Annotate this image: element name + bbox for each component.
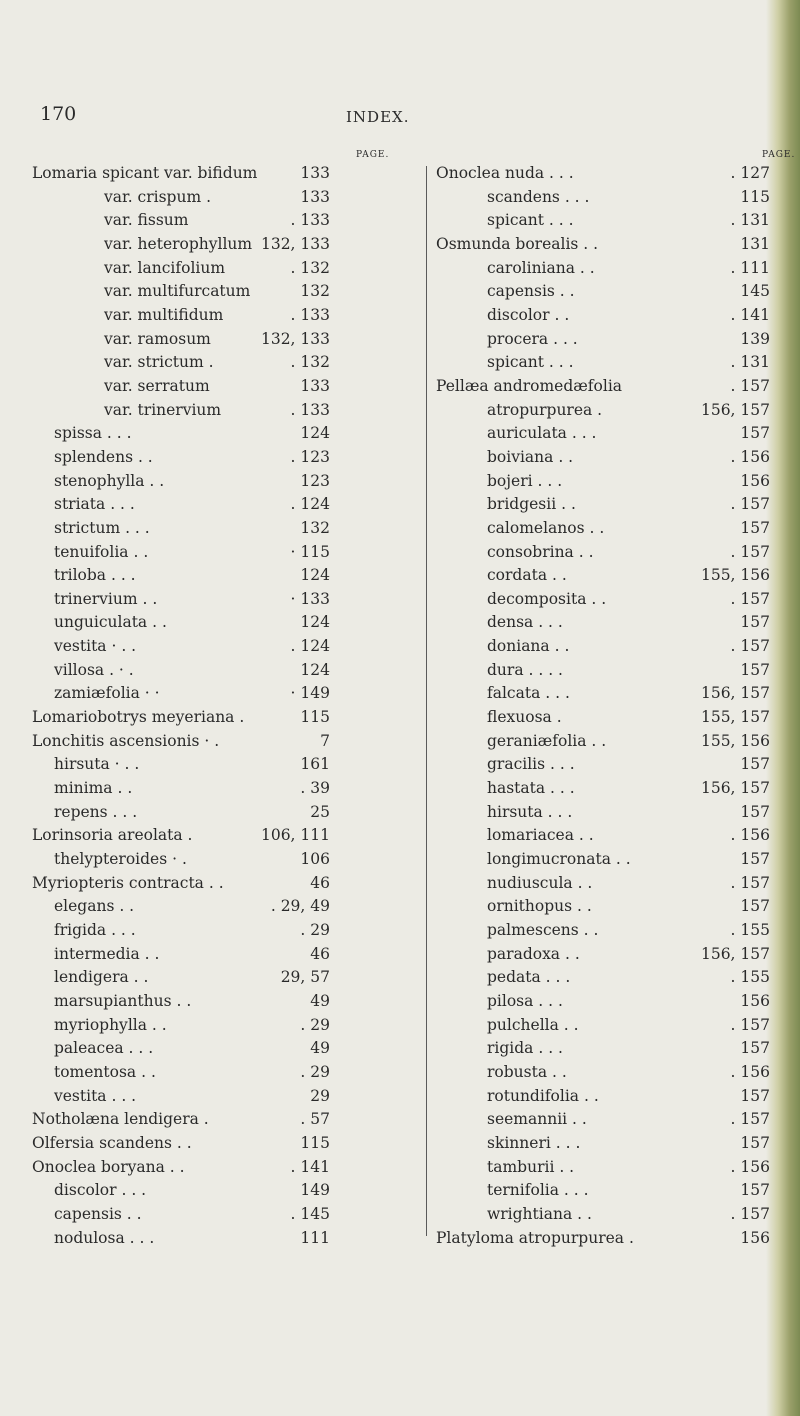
entry-page-ref: . 29 <box>300 1062 330 1081</box>
entry-term: var. multifurcatum <box>104 282 251 301</box>
entry-page-ref: . 131 <box>730 353 770 372</box>
index-entry <box>32 1085 422 1109</box>
index-entry <box>32 1203 422 1227</box>
entry-term: Pellæa andromedæfolia <box>436 376 623 395</box>
entry-page-ref: 156 <box>740 471 770 490</box>
entry-page-ref: 49 <box>310 991 330 1010</box>
entry-term: consobrina . . <box>487 542 594 561</box>
entry-page-ref: . 157 <box>730 376 770 395</box>
entry-term: decomposita . . <box>487 589 607 608</box>
entry-term: bojeri . . . <box>487 471 563 490</box>
index-entry <box>436 304 776 328</box>
entry-page-ref: . 133 <box>290 305 330 324</box>
entry-page-ref: . 131 <box>730 211 770 230</box>
entry-term: repens . . . <box>54 802 138 821</box>
entry-page-ref: . 57 <box>300 1110 330 1129</box>
entry-page-ref: . 157 <box>730 1204 770 1223</box>
index-entry <box>32 635 422 659</box>
index-entry <box>436 990 776 1014</box>
index-entry <box>32 895 422 919</box>
index-entry <box>32 1037 422 1061</box>
entry-term: cordata . . <box>487 566 567 585</box>
index-entry <box>32 730 422 754</box>
entry-term: triloba . . . <box>54 566 136 585</box>
entry-term: Olfersia scandens . . <box>32 1133 192 1152</box>
index-entry <box>32 848 422 872</box>
entry-term: flexuosa . <box>487 708 562 727</box>
index-entry <box>32 1061 422 1085</box>
index-entry <box>436 280 776 304</box>
index-entry <box>436 824 776 848</box>
entry-page-ref: 115 <box>300 1133 330 1152</box>
entry-page-ref: 157 <box>740 1181 770 1200</box>
entry-term: falcata . . . <box>487 684 570 703</box>
index-entry <box>436 375 776 399</box>
index-entry <box>32 209 422 233</box>
entry-term: var. ramosum <box>104 329 211 348</box>
page-column-header: PAGE. <box>356 150 390 160</box>
index-entry <box>436 777 776 801</box>
entry-term: villosa . · . <box>54 660 134 679</box>
index-entry <box>436 1156 776 1180</box>
index-entry <box>436 446 776 470</box>
entry-page-ref: . 29, 49 <box>270 897 330 916</box>
entry-page-ref: . 156 <box>730 1157 770 1176</box>
entry-term: unguiculata . . <box>54 613 167 632</box>
entry-page-ref: . 155 <box>730 968 770 987</box>
index-entry <box>32 611 422 635</box>
entry-term: procera . . . <box>487 329 578 348</box>
index-entry <box>32 1132 422 1156</box>
index-entry <box>436 399 776 423</box>
index-entry <box>32 446 422 470</box>
entry-page-ref: 46 <box>310 944 330 963</box>
entry-page-ref: 157 <box>740 897 770 916</box>
entry-page-ref: 139 <box>740 329 770 348</box>
entry-term: Onoclea nuda . . . <box>436 164 574 182</box>
index-entry <box>436 186 776 210</box>
index-entry <box>436 659 776 683</box>
index-entry <box>32 564 422 588</box>
entry-page-ref: 133 <box>300 187 330 206</box>
entry-term: Platyloma atropurpurea . <box>436 1228 634 1247</box>
entry-term: var. lancifolium <box>104 258 226 277</box>
entry-page-ref: 123 <box>300 471 330 490</box>
entry-page-ref: 156, 157 <box>700 779 770 798</box>
entry-page-ref: . 155 <box>730 921 770 939</box>
entry-term: splendens . . <box>54 447 153 466</box>
index-entry <box>32 1108 422 1132</box>
entry-page-ref: 115 <box>300 708 330 727</box>
entry-term: hirsuta · . . <box>54 755 140 774</box>
entry-term: capensis . . <box>487 282 575 301</box>
entry-term: thelypteroides · . <box>54 850 187 869</box>
entry-term: Lomaria spicant var. bifidum <box>32 164 258 182</box>
entry-page-ref: . 29 <box>300 921 330 939</box>
entry-term: discolor . . . <box>54 1181 147 1200</box>
entry-page-ref: . 156 <box>730 1062 770 1081</box>
index-entry <box>32 422 422 446</box>
entry-term: dura . . . . <box>487 660 563 679</box>
index-entry <box>32 257 422 281</box>
index-entry <box>436 588 776 612</box>
index-entry <box>32 399 422 423</box>
index-entry <box>436 611 776 635</box>
index-entry <box>32 966 422 990</box>
entry-page-ref: 106, 111 <box>260 826 330 845</box>
entry-page-ref: 25 <box>310 802 330 821</box>
index-entry <box>32 777 422 801</box>
entry-page-ref: 124 <box>300 424 330 443</box>
index-entry <box>32 1156 422 1180</box>
entry-page-ref: 124 <box>300 660 330 679</box>
index-entry <box>32 328 422 352</box>
entry-page-ref: . 127 <box>730 164 770 182</box>
entry-term: gracilis . . . <box>487 755 575 774</box>
index-entries <box>436 162 776 1250</box>
index-entry <box>32 588 422 612</box>
index-entry <box>32 1179 422 1203</box>
index-entry <box>32 541 422 565</box>
index-entry <box>436 493 776 517</box>
entry-term: robusta . . <box>487 1062 567 1081</box>
index-entry <box>32 753 422 777</box>
index-entry <box>436 706 776 730</box>
entry-page-ref: . 29 <box>300 1015 330 1034</box>
entry-page-ref: . 124 <box>290 637 330 656</box>
index-entry <box>436 895 776 919</box>
entry-page-ref: . 133 <box>290 400 330 419</box>
entry-term: doniana . . <box>487 637 570 656</box>
entry-term: wrightiana . . <box>487 1204 592 1223</box>
entry-page-ref: . 145 <box>290 1204 330 1223</box>
index-entry <box>32 990 422 1014</box>
entry-term: rotundifolia . . <box>487 1086 599 1105</box>
entry-term: nodulosa . . . <box>54 1228 155 1247</box>
entry-page-ref: 157 <box>740 1086 770 1105</box>
entry-page-ref: . 132 <box>290 258 330 277</box>
entry-page-ref: . 157 <box>730 542 770 561</box>
entry-page-ref: 132 <box>300 518 330 537</box>
entry-page-ref: 155, 156 <box>700 566 770 585</box>
index-entry <box>32 824 422 848</box>
entry-term: boiviana . . <box>487 447 574 466</box>
entry-term: rigida . . . <box>487 1039 563 1058</box>
entry-term: myriophylla . . <box>54 1015 167 1034</box>
index-entry <box>436 1061 776 1085</box>
index-entry <box>32 186 422 210</box>
entry-term: spicant . . . <box>487 211 574 230</box>
entry-page-ref: 132 <box>300 282 330 301</box>
entry-page-ref: 49 <box>310 1039 330 1058</box>
index-entry <box>436 541 776 565</box>
index-entries <box>32 162 422 1250</box>
entry-page-ref: . 124 <box>290 495 330 514</box>
entry-term: var. crispum . <box>104 187 212 206</box>
entry-page-ref: . 133 <box>290 211 330 230</box>
entry-page-ref: 29 <box>310 1086 330 1105</box>
entry-term: var. serratum <box>104 376 210 395</box>
index-entry <box>436 635 776 659</box>
entry-term: discolor . . <box>487 305 570 324</box>
entry-page-ref: 156, 157 <box>700 944 770 963</box>
entry-term: paleacea . . . <box>54 1039 154 1058</box>
entry-term: stenophylla . . <box>54 471 165 490</box>
entry-term: Lomariobotrys meyeriana . <box>32 708 245 727</box>
entry-page-ref: 157 <box>740 1133 770 1152</box>
entry-term: seemannii . . <box>487 1110 587 1129</box>
index-entry <box>32 280 422 304</box>
entry-term: calomelanos . . <box>487 518 605 537</box>
index-entry <box>436 966 776 990</box>
index-entry <box>436 422 776 446</box>
index-entry <box>32 659 422 683</box>
entry-page-ref: 157 <box>740 518 770 537</box>
entry-page-ref: . 157 <box>730 589 770 608</box>
index-entry <box>436 848 776 872</box>
entry-term: vestita · . . <box>54 637 137 656</box>
index-entry <box>32 1014 422 1038</box>
entry-term: frigida . . . <box>54 921 136 939</box>
entry-term: Lonchitis ascensionis · . <box>32 731 220 750</box>
page-number: 170 <box>40 103 77 125</box>
entry-term: var. fissum <box>104 211 189 230</box>
index-entry <box>436 1179 776 1203</box>
entry-term: atropurpurea . <box>487 400 603 419</box>
entry-page-ref: . 157 <box>730 1110 770 1129</box>
index-entry <box>32 493 422 517</box>
entry-page-ref: 124 <box>300 566 330 585</box>
entry-page-ref: . 39 <box>300 779 330 798</box>
entry-term: var. strictum . <box>104 353 214 372</box>
index-entry <box>436 517 776 541</box>
entry-term: bridgesii . . <box>487 495 576 514</box>
entry-page-ref: . 157 <box>730 495 770 514</box>
entry-term: Myriopteris contracta . . <box>32 873 224 892</box>
index-entry <box>32 919 422 943</box>
entry-page-ref: 156, 157 <box>700 400 770 419</box>
entry-term: capensis . . <box>54 1204 142 1223</box>
index-entry <box>436 1203 776 1227</box>
column-divider <box>426 166 427 1236</box>
entry-term: paradoxa . . <box>487 944 580 963</box>
entry-term: hirsuta . . . <box>487 802 573 821</box>
entry-term: zamiæfolia · · <box>54 684 160 703</box>
index-entry <box>436 1227 776 1251</box>
entry-page-ref: . 156 <box>730 447 770 466</box>
index-entry <box>32 1227 422 1251</box>
entry-term: strictum . . . <box>54 518 150 537</box>
index-entry <box>436 328 776 352</box>
entry-term: spissa . . . <box>54 424 132 443</box>
entry-page-ref: · 133 <box>290 589 330 608</box>
entry-term: pulchella . . <box>487 1015 579 1034</box>
index-entry <box>32 706 422 730</box>
index-entry <box>436 730 776 754</box>
entry-page-ref: 157 <box>740 802 770 821</box>
entry-term: auriculata . . . <box>487 424 597 443</box>
entry-term: ternifolia . . . <box>487 1181 589 1200</box>
entry-term: var. heterophyllum <box>104 234 253 253</box>
entry-page-ref: 111 <box>300 1228 330 1247</box>
entry-page-ref: 115 <box>740 187 770 206</box>
index-entry <box>32 943 422 967</box>
index-entry <box>436 470 776 494</box>
entry-page-ref: · 115 <box>290 542 330 561</box>
entry-page-ref: 149 <box>300 1181 330 1200</box>
entry-page-ref: 161 <box>300 755 330 774</box>
entry-page-ref: . 157 <box>730 1015 770 1034</box>
entry-term: palmescens . . <box>487 921 599 939</box>
entry-page-ref: 155, 156 <box>700 731 770 750</box>
entry-page-ref: 157 <box>740 424 770 443</box>
entry-term: intermedia . . <box>54 944 160 963</box>
entry-term: vestita . . . <box>54 1086 137 1105</box>
entry-page-ref: 46 <box>310 873 330 892</box>
entry-term: lendigera . . <box>54 968 149 987</box>
index-entry <box>32 517 422 541</box>
index-entry <box>436 943 776 967</box>
entry-page-ref: 156 <box>740 1228 770 1247</box>
index-entry <box>32 304 422 328</box>
entry-term: trinervium . . <box>54 589 158 608</box>
entry-page-ref: . 156 <box>730 826 770 845</box>
index-entry <box>32 162 422 186</box>
entry-term: scandens . . . <box>487 187 590 206</box>
entry-term: caroliniana . . <box>487 258 595 277</box>
entry-page-ref: · 149 <box>290 684 330 703</box>
entry-page-ref: 157 <box>740 613 770 632</box>
entry-page-ref: . 141 <box>730 305 770 324</box>
entry-page-ref: 7 <box>320 731 330 750</box>
entry-term: marsupianthus . . <box>54 991 192 1010</box>
index-entry <box>436 564 776 588</box>
entry-page-ref: 132, 133 <box>260 329 330 348</box>
index-entry <box>436 1014 776 1038</box>
entry-page-ref: 133 <box>300 164 330 182</box>
index-entry <box>436 257 776 281</box>
index-entry <box>436 1108 776 1132</box>
index-entry <box>32 351 422 375</box>
entry-term: tamburii . . <box>487 1157 575 1176</box>
entry-page-ref: 156 <box>740 991 770 1010</box>
entry-page-ref: 157 <box>740 660 770 679</box>
entry-page-ref: 156, 157 <box>700 684 770 703</box>
entry-term: Lorinsoria areolata . <box>32 826 193 845</box>
index-entry <box>32 375 422 399</box>
entry-term: elegans . . <box>54 897 135 916</box>
entry-page-ref: . 132 <box>290 353 330 372</box>
entry-term: tomentosa . . <box>54 1062 156 1081</box>
entry-page-ref: . 157 <box>730 873 770 892</box>
entry-term: minima . . <box>54 779 133 798</box>
index-entry <box>436 209 776 233</box>
running-title: INDEX. <box>346 108 410 126</box>
entry-page-ref: 145 <box>740 282 770 301</box>
entry-page-ref: 106 <box>300 850 330 869</box>
entry-term: hastata . . . <box>487 779 575 798</box>
entry-page-ref: 29, 57 <box>280 968 330 987</box>
entry-term: ornithopus . . <box>487 897 592 916</box>
entry-page-ref: 131 <box>740 234 770 253</box>
index-entry <box>32 872 422 896</box>
index-entry <box>436 351 776 375</box>
entry-page-ref: . 123 <box>290 447 330 466</box>
entry-page-ref: 157 <box>740 755 770 774</box>
index-entry <box>436 919 776 943</box>
entry-page-ref: 155, 157 <box>700 708 770 727</box>
index-entry <box>32 470 422 494</box>
index-entry <box>32 233 422 257</box>
entry-term: var. multifidum <box>104 305 224 324</box>
entry-term: pilosa . . . <box>487 991 563 1010</box>
index-entry <box>436 872 776 896</box>
entry-term: striata . . . <box>54 495 135 514</box>
entry-page-ref: 124 <box>300 613 330 632</box>
index-entry <box>436 162 776 186</box>
entry-term: pedata . . . <box>487 968 571 987</box>
index-entry <box>436 1085 776 1109</box>
page-column-header: PAGE. <box>762 150 796 160</box>
entry-page-ref: 133 <box>300 376 330 395</box>
index-entry <box>436 233 776 257</box>
entry-term: nudiuscula . . <box>487 873 593 892</box>
index-entry <box>436 753 776 777</box>
entry-page-ref: 157 <box>740 850 770 869</box>
entry-term: Osmunda borealis . . <box>436 234 599 253</box>
entry-page-ref: . 111 <box>730 258 770 277</box>
index-entry <box>32 682 422 706</box>
entry-term: var. trinervium <box>104 400 222 419</box>
entry-page-ref: . 141 <box>290 1157 330 1176</box>
entry-term: Notholæna lendigera . <box>32 1110 209 1129</box>
index-entry <box>436 1037 776 1061</box>
entry-term: geraniæfolia . . <box>487 731 607 750</box>
index-entry <box>436 801 776 825</box>
index-entry <box>436 682 776 706</box>
entry-term: spicant . . . <box>487 353 574 372</box>
entry-term: tenuifolia . . <box>54 542 149 561</box>
entry-page-ref: 157 <box>740 1039 770 1058</box>
entry-page-ref: 132, 133 <box>260 234 330 253</box>
entry-term: longimucronata . . <box>487 850 631 869</box>
entry-page-ref: . 157 <box>730 637 770 656</box>
index-entry <box>32 801 422 825</box>
entry-term: lomariacea . . <box>487 826 594 845</box>
entry-term: Onoclea boryana . . <box>32 1157 185 1176</box>
entry-term: densa . . . <box>487 613 563 632</box>
entry-term: skinneri . . . <box>487 1133 581 1152</box>
index-entry <box>436 1132 776 1156</box>
